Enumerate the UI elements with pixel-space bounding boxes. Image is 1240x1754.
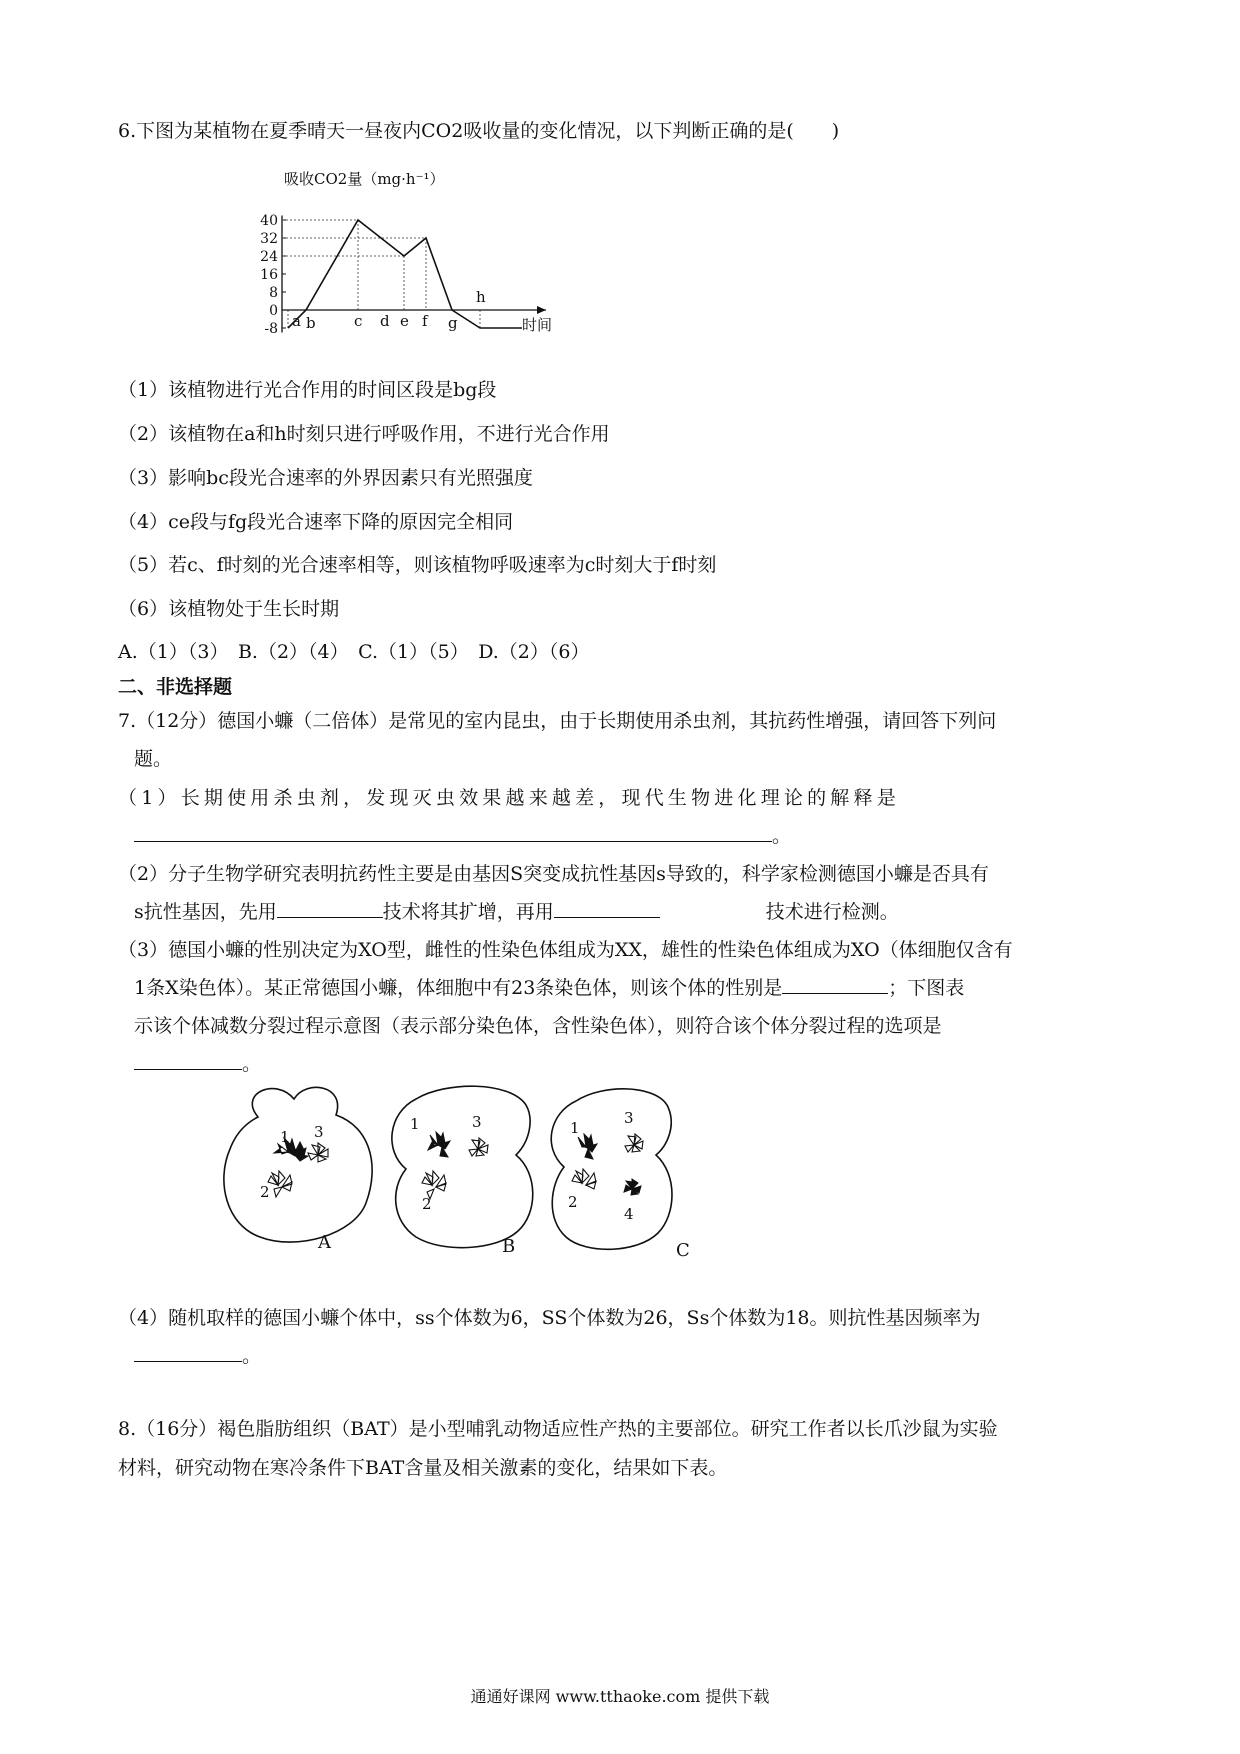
q7-part3-blank1[interactable]: [782, 975, 888, 994]
x-label-b: b: [306, 314, 316, 332]
q6-statement-5: （5）若c、f时刻的光合速率相等，则该植物呼吸速率为c时刻大于f时刻: [118, 554, 717, 576]
q7-part4-end: 。: [242, 1345, 262, 1367]
q7-part3-end: 。: [242, 1053, 262, 1075]
q7-part1-answer-row: [134, 823, 791, 849]
q8-line1: 8.（16分）褐色脂肪组织（BAT）是小型哺乳动物适应性产热的主要部位。研究工作者以长爪沙鼠为实验: [118, 1418, 998, 1440]
x-label-e: e: [400, 312, 409, 330]
y-axis-label: 吸收CO2量（mg·h⁻¹）: [284, 170, 445, 188]
y-tick-label-1: 32: [260, 231, 278, 247]
q7-stem-line2: 题。: [134, 748, 173, 770]
q6-statement-3: （3）影响bc段光合速率的外界因素只有光照强度: [118, 467, 533, 489]
q8-line2: 材料，研究动物在寒冷条件下BAT含量及相关激素的变化，结果如下表。: [118, 1457, 728, 1479]
q7-part2-pre: s抗性基因，先用: [134, 901, 277, 923]
q6-statement-6: （6）该植物处于生长时期: [118, 598, 340, 620]
q6-statement-1: （1）该植物进行光合作用的时间区段是bg段: [118, 379, 497, 401]
caption-b: B: [502, 1236, 516, 1257]
x-label-g: g: [448, 314, 458, 332]
chromosome-3b: [469, 1138, 488, 1156]
q7-part2-post: 技术进行检测。: [765, 901, 899, 923]
x-label-h: h: [476, 288, 486, 306]
page-footer: 通通好课网 www.tthaoke.com 提供下载: [470, 1687, 770, 1706]
cell-c: [551, 1089, 672, 1249]
x-label-c: c: [354, 312, 363, 330]
y-tick-label-5: 0: [269, 303, 278, 319]
section-title: 二、非选择题: [118, 676, 233, 698]
chromosome-3a: [308, 1143, 328, 1162]
label-2c: 2: [568, 1193, 578, 1211]
q6-statement-2: （2）该植物在a和h时刻只进行呼吸作用，不进行光合作用: [118, 423, 610, 445]
chromosome-2a: [268, 1171, 292, 1197]
q7-part2-mid: 技术将其扩增，再用: [382, 901, 554, 923]
chromosome-4c: [624, 1179, 641, 1195]
q7-part4-text: （4）随机取样的德国小蠊个体中，ss个体数为6，SS个体数为26，Ss个体数为18。则抗性基因频率为: [118, 1307, 981, 1329]
q7-stem-line1: 7.（12分）德国小蠊（二倍体）是常见的室内昆虫，由于长期使用杀虫剂，其抗药性增强，请回答下列问: [118, 710, 997, 732]
cell-a: [224, 1087, 372, 1242]
x-axis-arrow: [537, 306, 546, 314]
q7-part3-row2: [134, 975, 964, 1001]
label-3a: 3: [314, 1123, 324, 1141]
x-label-a: a: [292, 312, 301, 330]
q7-part4-blank[interactable]: [134, 1343, 242, 1362]
label-1b: 1: [410, 1115, 420, 1133]
q7-part1-text: （1）长期使用杀虫剂，发现灭虫效果越来越差，现代生物进化理论的解释是: [118, 787, 900, 809]
caption-a: A: [318, 1232, 331, 1253]
label-4c: 4: [624, 1205, 634, 1223]
label-1c: 1: [570, 1119, 580, 1137]
caption-c: C: [676, 1240, 690, 1261]
q7-part3-post: ；下图表: [888, 977, 965, 999]
q7-part4-answer-row: [134, 1343, 261, 1369]
y-tick-label-6: -8: [264, 321, 278, 337]
q6-statement-4: （4）ce段与fg段光合速率下降的原因完全相同: [118, 511, 514, 533]
q7-part3-answer-row: [134, 1051, 261, 1077]
q7-part3-text1: （3）德国小蠊的性别决定为XO型，雌性的性染色体组成为XX，雄性的性染色体组成为XO（体细胞仅含有: [118, 939, 1013, 961]
q7-part3-text3: 示该个体减数分裂过程示意图（表示部分染色体，含性染色体），则符合该个体分裂过程的选项是: [134, 1015, 942, 1037]
co2-chart: [230, 160, 570, 350]
label-1a: 1: [280, 1128, 290, 1146]
x-label-f: f: [422, 312, 428, 330]
y-tick-label-4: 8: [269, 285, 278, 301]
chromosome-2c: [572, 1169, 596, 1189]
x-label-d: d: [380, 312, 390, 330]
meiosis-cell-diagrams: [220, 1085, 720, 1270]
q7-part1-end: 。: [772, 825, 792, 847]
q6-options: A.（1）（3） B.（2）（4） C.（1）（5） D.（2）（6）: [118, 641, 590, 663]
cell-b: [392, 1086, 533, 1247]
q7-part3-pre: 1条X染色体）。某正常德国小蠊，体细胞中有23条染色体，则该个体的性别是: [134, 977, 783, 999]
label-3c: 3: [624, 1109, 634, 1127]
label-3b: 3: [472, 1113, 482, 1131]
q7-part3-blank2[interactable]: [134, 1051, 242, 1070]
chromosome-1c: [578, 1134, 597, 1159]
y-tick-label-3: 16: [260, 267, 278, 283]
q6-stem: 6.下图为某植物在夏季晴天一昼夜内CO2吸收量的变化情况，以下判断正确的是( ): [118, 120, 840, 142]
label-2b: 2: [422, 1195, 432, 1213]
q7-part1-blank[interactable]: [134, 823, 772, 842]
y-tick-label-2: 24: [260, 249, 278, 265]
label-2a: 2: [260, 1183, 270, 1201]
q7-part2-blank1[interactable]: [277, 899, 383, 918]
chromosome-3c: [625, 1134, 643, 1152]
y-tick-label-0: 40: [260, 213, 278, 229]
chromosome-1b: [428, 1132, 450, 1157]
q7-part2-text: （2）分子生物学研究表明抗药性主要是由基因S突变成抗性基因s导致的，科学家检测德国小蠊是否具有: [118, 863, 989, 885]
x-axis-label: 时间: [522, 316, 553, 334]
q7-part2-row: [134, 899, 899, 925]
q7-part2-blank2[interactable]: [554, 899, 660, 918]
